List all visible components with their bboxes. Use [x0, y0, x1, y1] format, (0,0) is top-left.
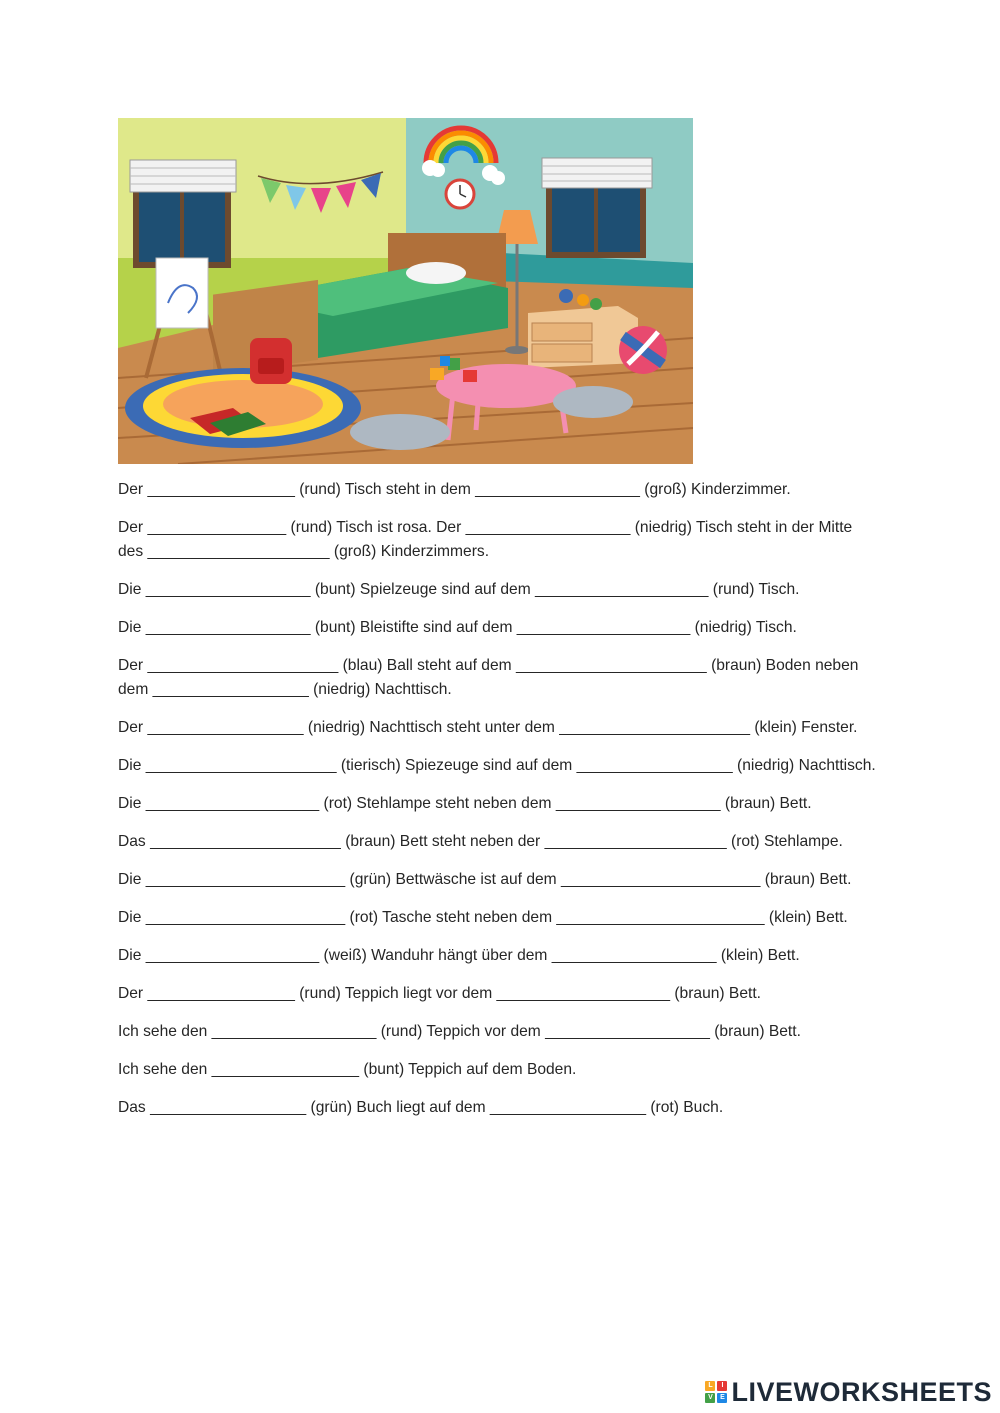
- exercise-sentence-6: Der __________________ (niedrig) Nachttisch steht unter dem ______________________ (klein) Fenster.: [118, 719, 858, 736]
- exercise-sentence-4: Die ___________________ (bunt) Bleistifte sind auf dem ____________________ (niedrig) Tisch.: [118, 619, 797, 636]
- exercise-sentence-2: Der ________________ (rund) Tisch ist rosa. Der ___________________ (niedrig) Tisch steht in der Mitte des _____________________ (groß) Kinderzimmers.: [118, 519, 857, 560]
- exercise-sentence-15: Ich sehe den _________________ (bunt) Teppich auf dem Boden.: [118, 1061, 577, 1078]
- exercise-sentence-11: Die _______________________ (rot) Tasche steht neben dem ________________________ (klein) Bett.: [118, 909, 848, 926]
- logo-letter-e: E: [717, 1393, 727, 1403]
- ball: [619, 326, 667, 374]
- exercise-sentence-16: Das __________________ (grün) Buch liegt auf dem __________________ (rot) Buch.: [118, 1099, 724, 1116]
- exercise-sentence-8: Die ____________________ (rot) Stehlampe steht neben dem ___________________ (braun) Bett.: [118, 795, 812, 812]
- liveworksheets-logo[interactable]: [705, 1377, 992, 1407]
- right-window: [542, 158, 652, 258]
- exercise-sentence-3: Die ___________________ (bunt) Spielzeuge sind auf dem ____________________ (rund) Tisch.: [118, 581, 800, 598]
- exercise-sentence-5: Der ______________________ (blau) Ball steht auf dem ______________________ (braun) Boden neben dem __________________ (niedrig) Nachttisch.: [118, 657, 863, 698]
- logo-text: LIVEWORKSHEETS: [731, 1376, 992, 1407]
- exercise-sentence-9: Das ______________________ (braun) Bett steht neben der _____________________ (rot) Stehlampe.: [118, 833, 843, 850]
- logo-letter-i: I: [717, 1381, 727, 1391]
- exercise-sentence-10: Die _______________________ (grün) Bettwäsche ist auf dem _______________________ (braun) Bett.: [118, 871, 852, 888]
- logo-letter-l: L: [705, 1381, 715, 1391]
- red-backpack: [250, 338, 292, 384]
- wall-clock: [446, 180, 474, 208]
- exercise-sentence-1: Der _________________ (rund) Tisch steht in dem ___________________ (groß) Kinderzimmer.: [118, 481, 791, 498]
- exercise-sentence-13: Der _________________ (rund) Teppich liegt vor dem ____________________ (braun) Bett.: [118, 985, 762, 1002]
- exercise-sentences: [118, 478, 878, 1134]
- exercise-sentence-14: Ich sehe den ___________________ (rund) Teppich vor dem ___________________ (braun) Bett.: [118, 1023, 801, 1040]
- left-window: [130, 160, 236, 268]
- exercise-sentence-12: Die ____________________ (weiß) Wanduhr hängt über dem ___________________ (klein) Bett.: [118, 947, 800, 964]
- logo-letter-v: V: [705, 1393, 715, 1403]
- logo-squares-icon: [705, 1381, 727, 1403]
- bedroom-illustration: [118, 118, 693, 464]
- exercise-sentence-7: Die ______________________ (tierisch) Spiezeuge sind auf dem __________________ (niedrig) Nachttisch.: [118, 757, 876, 774]
- rug: [125, 368, 361, 448]
